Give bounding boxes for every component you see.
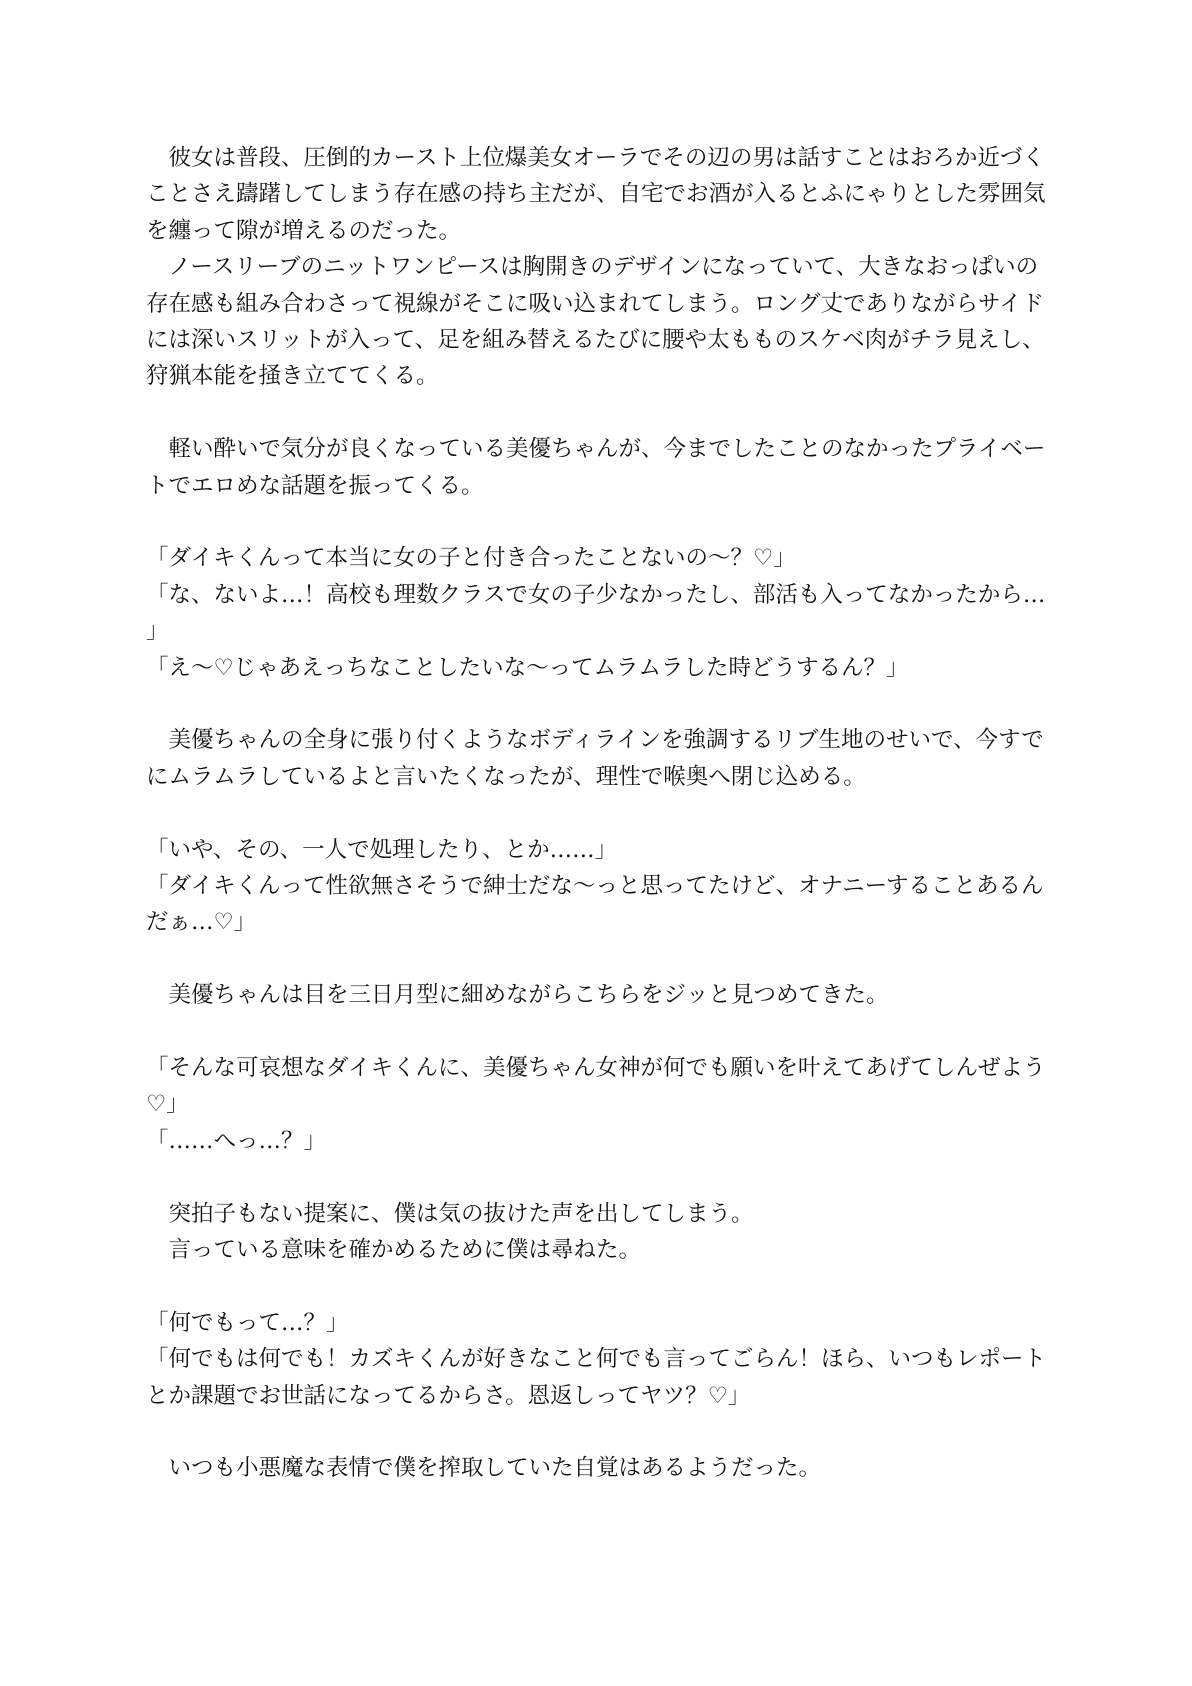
dialogue-line: 「ダイキくんって性欲無さそうで紳士だな〜っと思ってたけど、オナニーすることあるんだぁ…♡」 xyxy=(146,873,1044,936)
blank-line xyxy=(146,1159,1046,1195)
blank-line xyxy=(146,395,1046,431)
blank-line xyxy=(146,1014,1046,1050)
paragraph: ノースリーブのニットワンピースは胸開きのデザインになっていて、大きなおっぱいの存在感も組み合わさって視線がそこに吸い込まれてしまう。ロング丈でありながらサイドには深いスリットが入って、足を組み替えるたびに腰や太もものスケベ肉がチラ見えし、狩猟本能を掻き立ててくる。 xyxy=(146,254,1045,390)
blank-line xyxy=(146,1268,1046,1304)
dialogue-line: 「何でもは何でも！カズキくんが好きなこと何でも言ってごらん！ほら、いつもレポートとか課題でお世話になってるからさ。恩返しってヤツ？♡」 xyxy=(146,1346,1047,1409)
dialogue-line: 「いや、その、一人で処理したり、とか……」 xyxy=(146,836,618,863)
dialogue-line: 「え〜♡じゃあえっちなことしたいな〜ってムラムラした時どうするん？」 xyxy=(146,654,909,681)
document-body xyxy=(146,140,1046,1487)
blank-line xyxy=(146,504,1046,540)
paragraph: 言っている意味を確かめるために僕は尋ねた。 xyxy=(168,1237,642,1264)
dialogue-line: 「そんな可哀想なダイキくんに、美優ちゃん女神が何でも願いを叶えてあげてしんぜよう♡」 xyxy=(146,1055,1046,1118)
blank-line xyxy=(146,1414,1046,1450)
paragraph: いつも小悪魔な表情で僕を搾取していた自覚はあるようだった。 xyxy=(168,1455,822,1482)
dialogue-line: 「……へっ…？」 xyxy=(146,1127,327,1154)
paragraph: 軽い酔いで気分が良くなっている美優ちゃんが、今までしたことのなかったプライベートでエロめな話題を振ってくる。 xyxy=(146,436,1046,499)
paragraph: 彼女は普段、圧倒的カースト上位爆美女オーラでその辺の男は話すことはおろか近づくことさえ躊躇してしまう存在感の持ち主だが、自宅でお酒が入るとふにゃりとした雰囲気を纏って隙が増えるのだった。 xyxy=(146,145,1046,244)
dialogue-line: 「な、ないよ…！高校も理数クラスで女の子少なかったし、部活も入ってなかったから…」 xyxy=(146,581,1046,645)
blank-line xyxy=(146,686,1046,722)
blank-line xyxy=(146,795,1046,831)
dialogue-line: 「ダイキくんって本当に女の子と付き合ったことないの〜？♡」 xyxy=(146,545,796,572)
dialogue-line: 「何でもって…？」 xyxy=(146,1309,349,1336)
paragraph: 美優ちゃんの全身に張り付くようなボディラインを強調するリブ生地のせいで、今すでにムラムラしているよと言いたくなったが、理性で喉奥へ閉じ込める。 xyxy=(146,727,1044,790)
paragraph: 突拍子もない提案に、僕は気の抜けた声を出してしまう。 xyxy=(168,1200,754,1227)
blank-line xyxy=(146,941,1046,977)
paragraph: 美優ちゃんは目を三日月型に細めながらこちらをジッと見つめてきた。 xyxy=(168,982,889,1009)
